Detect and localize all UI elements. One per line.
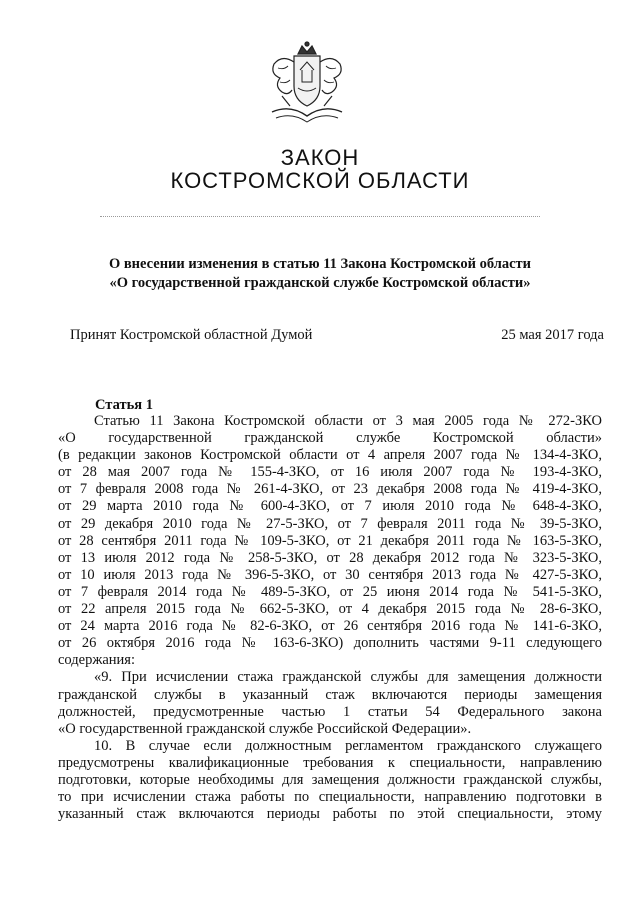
article-text-line: содержания: bbox=[58, 652, 136, 669]
article-text-line: от 28 сентября 2011 года № 109-5-ЗКО, от 21 декабря 2011 года № 163-5-ЗКО, bbox=[58, 532, 602, 549]
coat-of-arms-emblem bbox=[260, 40, 354, 126]
article-text-line: предусмотрены квалификационные требования к специальности, направлению bbox=[58, 754, 602, 771]
dotted-divider bbox=[100, 214, 540, 217]
article-text-line: 10. В случае если должностным регламентом гражданского служащего bbox=[94, 737, 602, 754]
article-text-line: от 13 июля 2012 года № 258-5-ЗКО, от 28 декабря 2012 года № 323-5-ЗКО, bbox=[58, 549, 602, 566]
law-subject-line2: «О государственной гражданской службе Костромской области» bbox=[109, 275, 531, 291]
article-text-line: указанный стаж включаются периоды работы по этой специальности, этому bbox=[58, 806, 602, 823]
adopted-by: Принят Костромской областной Думой bbox=[70, 327, 313, 343]
article-text-line: «О государственной гражданской службе Костромской области» bbox=[58, 430, 602, 447]
article-text-line: от 10 июля 2013 года № 396-5-ЗКО, от 30 сентября 2013 года № 427-5-ЗКО, bbox=[58, 566, 602, 583]
article-text-line: от 7 февраля 2014 года № 489-5-ЗКО, от 25 июня 2014 года № 541-5-ЗКО, bbox=[58, 583, 602, 600]
article-text-line: от 7 февраля 2008 года № 261-4-ЗКО, от 23 декабря 2008 года № 419-4-ЗКО, bbox=[58, 481, 602, 498]
article-text-line: от 26 октября 2016 года № 163-6-ЗКО) дополнить частями 9-11 следующего bbox=[58, 635, 602, 652]
article-text-line: (в редакции законов Костромской области от 4 апреля 2007 года № 134-4-ЗКО, bbox=[58, 447, 602, 464]
law-subject-line1: О внесении изменения в статью 11 Закона Костромской области bbox=[108, 256, 532, 272]
law-title-line2: КОСТРОМСКОЙ ОБЛАСТИ bbox=[170, 168, 470, 193]
article-text-line: «9. При исчислении стажа гражданской службы для замещения должности bbox=[94, 669, 602, 686]
article-text-line: от 22 апреля 2015 года № 662-5-ЗКО, от 4 декабря 2015 года № 28-6-ЗКО, bbox=[58, 601, 602, 618]
article-text-line: гражданской службы в указанный стаж включаются периоды замещения bbox=[58, 686, 602, 703]
article-text-line: от 24 марта 2016 года № 82-6-ЗКО, от 26 сентября 2016 года № 141-6-ЗКО, bbox=[58, 618, 602, 635]
article-heading: Статья 1 bbox=[95, 397, 153, 413]
article-text-line: подготовки, которые необходимы для замещения должности гражданской службы, bbox=[58, 771, 602, 788]
article-text-line: от 29 марта 2010 года № 600-4-ЗКО, от 7 июля 2010 года № 648-4-ЗКО, bbox=[58, 498, 602, 515]
law-title-line1: ЗАКОН bbox=[280, 145, 360, 170]
article-text-line: от 29 декабря 2010 года № 27-5-ЗКО, от 7 февраля 2011 года № 39-5-ЗКО, bbox=[58, 515, 602, 532]
article-text-line: «О государственной гражданской службе Российской Федерации». bbox=[58, 720, 472, 737]
article-text-line: Статью 11 Закона Костромской области от 3 мая 2005 года № 272-ЗКО bbox=[94, 413, 602, 429]
article-text-line: должностей, предусмотренные частью 1 статьи 54 Федерального закона bbox=[58, 703, 602, 720]
article-text-line: то при исчислении стажа работы по специальности, направлению подготовки в bbox=[58, 789, 602, 806]
article-text-line: от 28 мая 2007 года № 155-4-ЗКО, от 16 июля 2007 года № 193-4-ЗКО, bbox=[58, 464, 602, 481]
article-body bbox=[58, 413, 602, 823]
adoption-date: 25 мая 2017 года bbox=[501, 327, 604, 343]
